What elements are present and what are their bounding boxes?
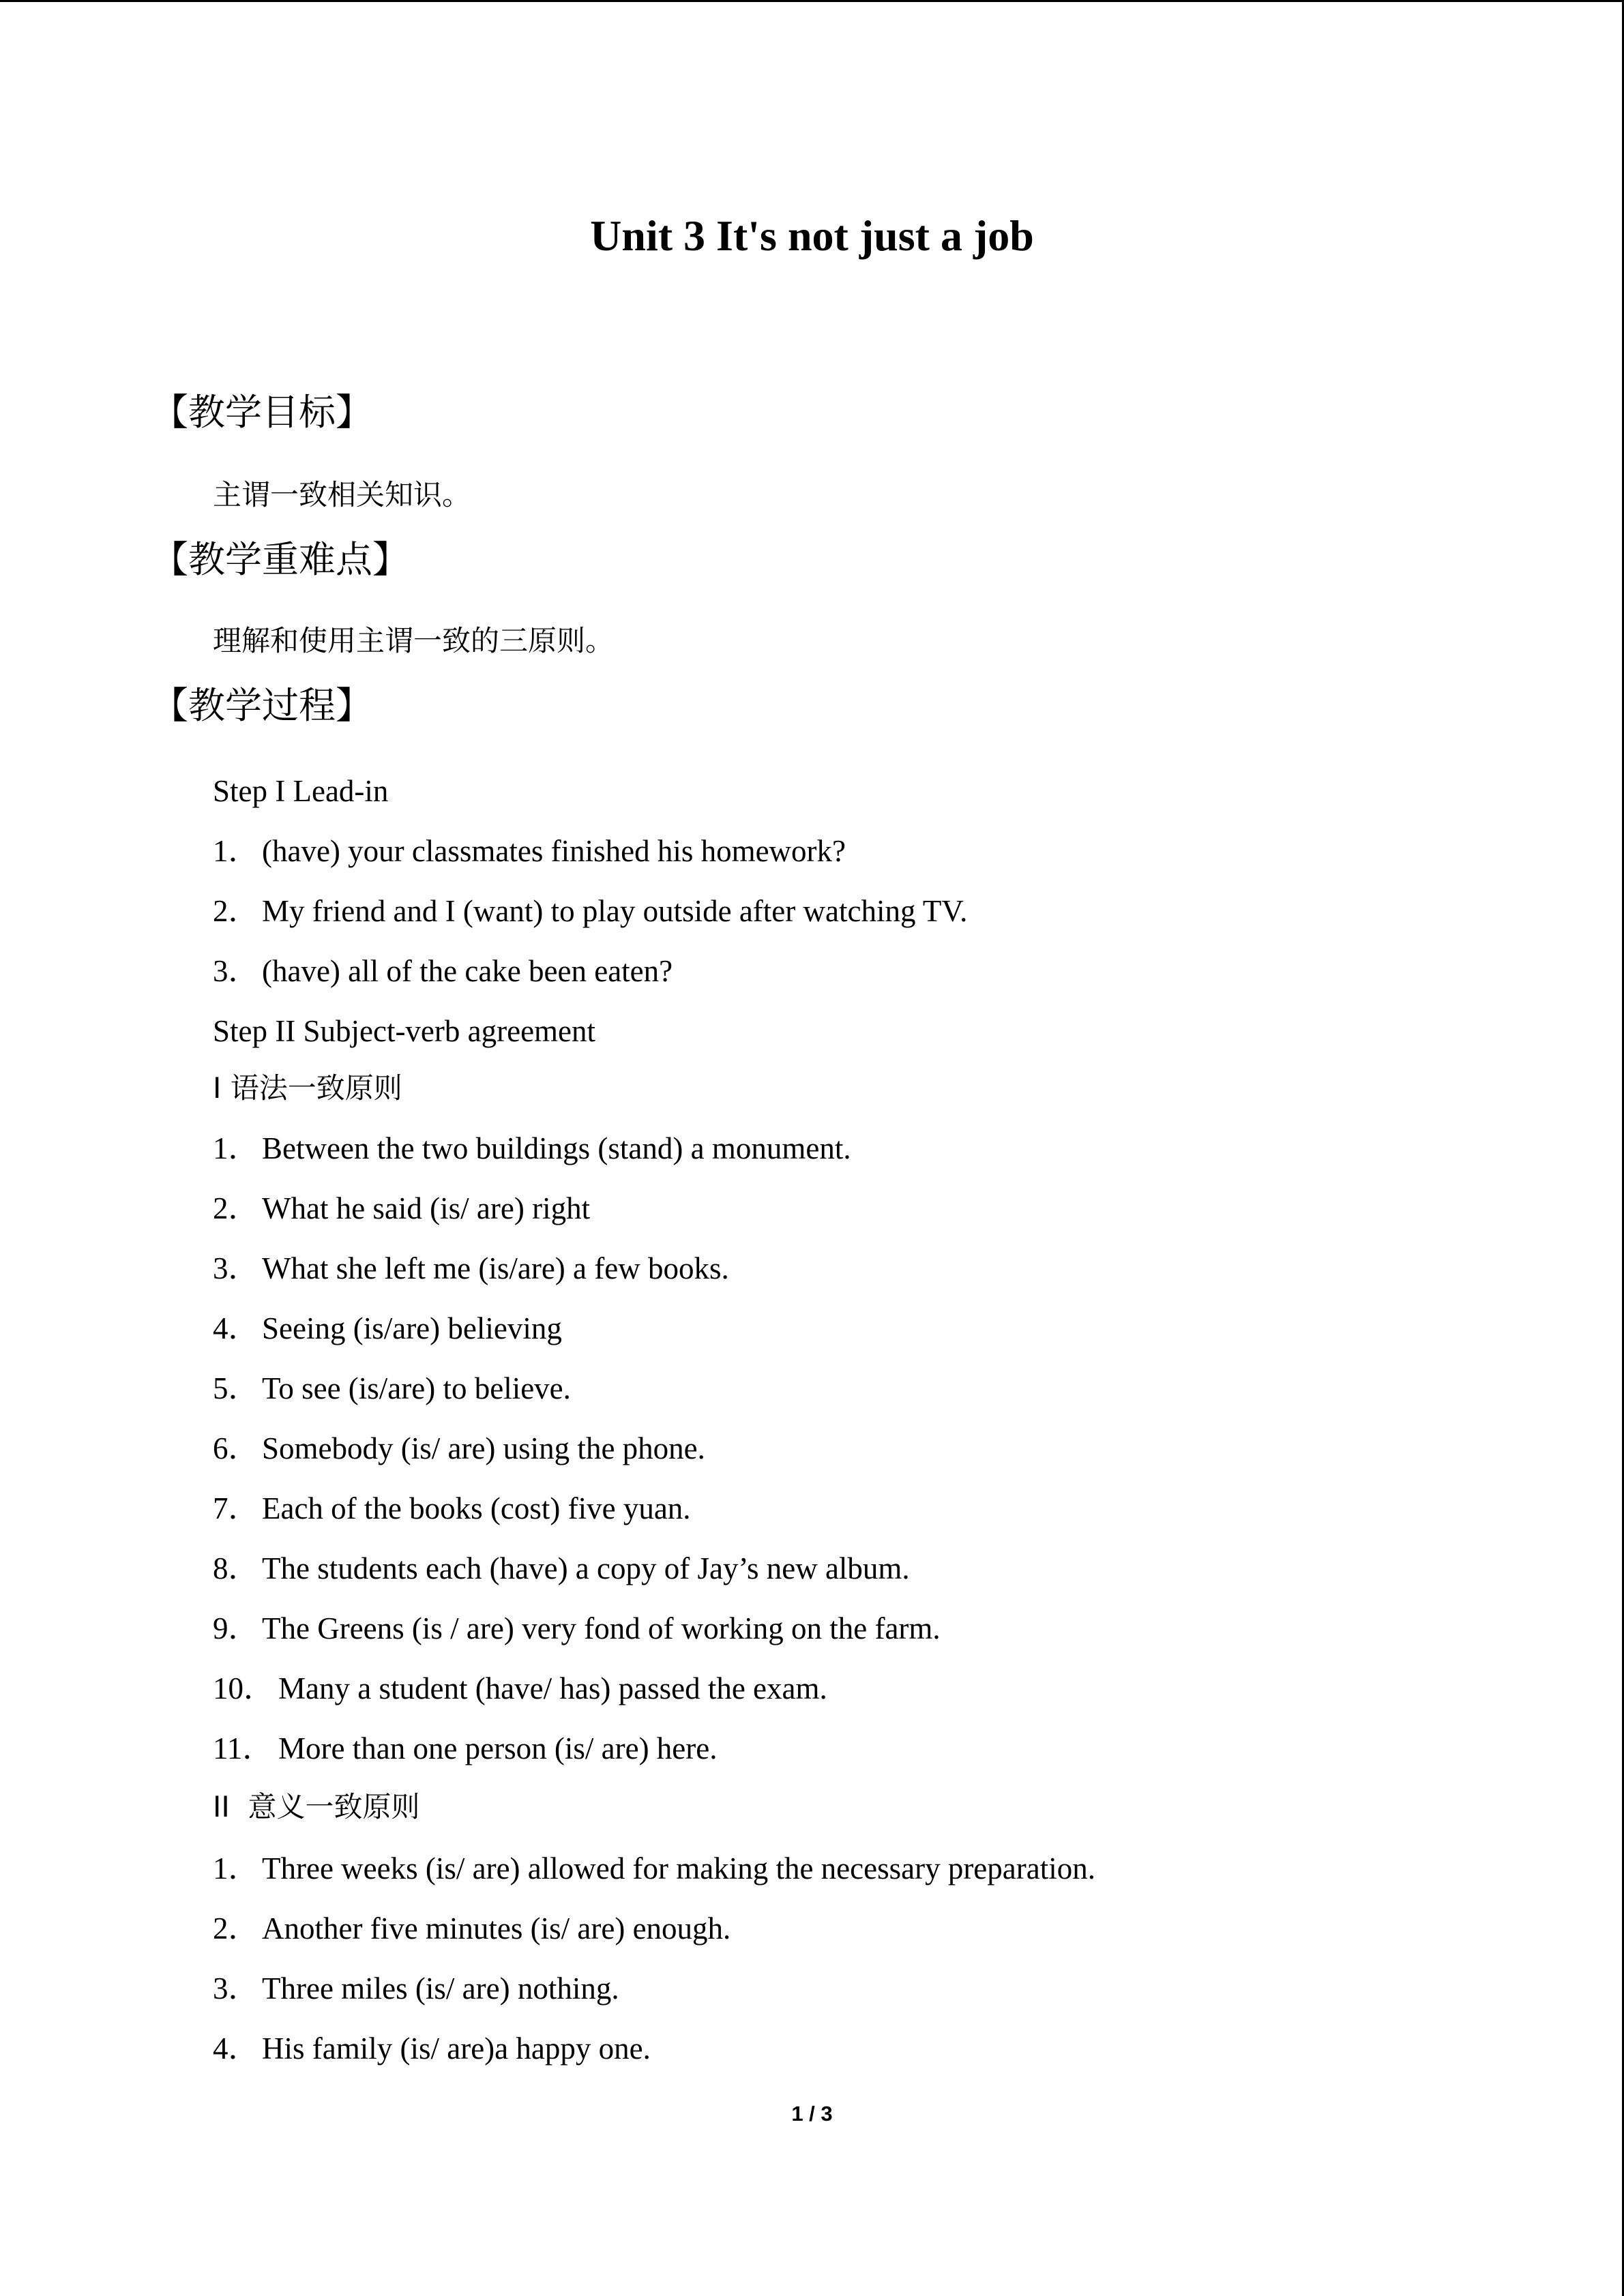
key-points-heading: 【教学重难点】 xyxy=(151,538,409,581)
grammar-item xyxy=(213,1488,691,1529)
objectives-body: 主谓一致相关知识。 xyxy=(213,478,471,511)
step2-title: Step II Subject-verb agreement xyxy=(213,1014,596,1048)
grammar-item xyxy=(213,1308,562,1349)
item-text: (have) your classmates finished his homework? xyxy=(262,834,846,868)
item-number: 7． xyxy=(213,1491,259,1525)
meaning-item xyxy=(213,1848,1095,1889)
grammar-agreement-label: I 语法一致原则 xyxy=(213,1071,402,1105)
item-number: 4． xyxy=(213,1311,259,1345)
item-number: 3． xyxy=(213,1251,259,1285)
step1-item xyxy=(213,891,967,931)
item-number: 11． xyxy=(213,1731,274,1765)
step1-item xyxy=(213,951,673,992)
item-text: The Greens (is / are) very fond of working on the farm. xyxy=(262,1611,941,1645)
item-number: 1． xyxy=(213,834,259,868)
item-text: Three weeks (is/ are) allowed for making the necessary preparation. xyxy=(262,1851,1095,1885)
grammar-item xyxy=(213,1728,718,1769)
item-text: More than one person (is/ are) here. xyxy=(278,1731,718,1765)
item-text: The students each (have) a copy of Jay’s new album. xyxy=(262,1551,910,1585)
process-heading: 【教学过程】 xyxy=(151,684,372,727)
item-text: (have) all of the cake been eaten? xyxy=(262,954,673,988)
item-text: Somebody (is/ are) using the phone. xyxy=(262,1431,705,1465)
item-number: 5． xyxy=(213,1371,259,1405)
grammar-item xyxy=(213,1548,910,1589)
item-number: 4． xyxy=(213,2031,259,2066)
item-text: To see (is/are) to believe. xyxy=(262,1371,571,1405)
item-text: Between the two buildings (stand) a monument. xyxy=(262,1131,851,1165)
meaning-item xyxy=(213,1908,730,1949)
item-text: What he said (is/ are) right xyxy=(262,1191,591,1225)
item-number: 2． xyxy=(213,1911,259,1945)
step1-item xyxy=(213,831,846,871)
item-number: 1． xyxy=(213,1851,259,1885)
meaning-item xyxy=(213,2028,651,2069)
item-number: 2． xyxy=(213,894,259,928)
step1-title: Step I Lead-in xyxy=(213,774,389,808)
item-text: Seeing (is/are) believing xyxy=(262,1311,562,1345)
item-number: 10． xyxy=(213,1671,275,1705)
item-number: 3． xyxy=(213,1971,259,2006)
item-number: 3． xyxy=(213,954,259,988)
item-number: 2． xyxy=(213,1191,259,1225)
item-text: Each of the books (cost) five yuan. xyxy=(262,1491,691,1525)
item-text: Three miles (is/ are) nothing. xyxy=(262,1971,619,2006)
item-number: 8． xyxy=(213,1551,259,1585)
meaning-agreement-label: II 意义一致原则 xyxy=(213,1790,420,1823)
grammar-item xyxy=(213,1608,941,1649)
item-number: 1． xyxy=(213,1131,259,1165)
item-number: 9． xyxy=(213,1611,259,1645)
document-title: Unit 3 It's not just a job xyxy=(590,211,1034,260)
item-text: What she left me (is/are) a few books. xyxy=(262,1251,729,1285)
meaning-item xyxy=(213,1968,619,2009)
item-text: His family (is/ are)a happy one. xyxy=(262,2031,651,2066)
item-text: My friend and I (want) to play outside after watching TV. xyxy=(262,894,968,928)
grammar-item xyxy=(213,1188,590,1229)
item-number: 6． xyxy=(213,1431,259,1465)
grammar-item xyxy=(213,1128,851,1169)
grammar-item xyxy=(213,1428,705,1469)
objectives-heading: 【教学目标】 xyxy=(151,391,372,434)
page-top-border xyxy=(0,0,1624,2)
item-text: Many a student (have/ has) passed the exam. xyxy=(278,1671,827,1705)
key-points-body: 理解和使用主谓一致的三原则。 xyxy=(213,624,615,657)
grammar-item xyxy=(213,1248,729,1289)
page-indicator: 1 / 3 xyxy=(791,2102,833,2126)
item-text: Another five minutes (is/ are) enough. xyxy=(262,1911,731,1945)
grammar-item xyxy=(213,1668,827,1709)
grammar-item xyxy=(213,1368,571,1409)
